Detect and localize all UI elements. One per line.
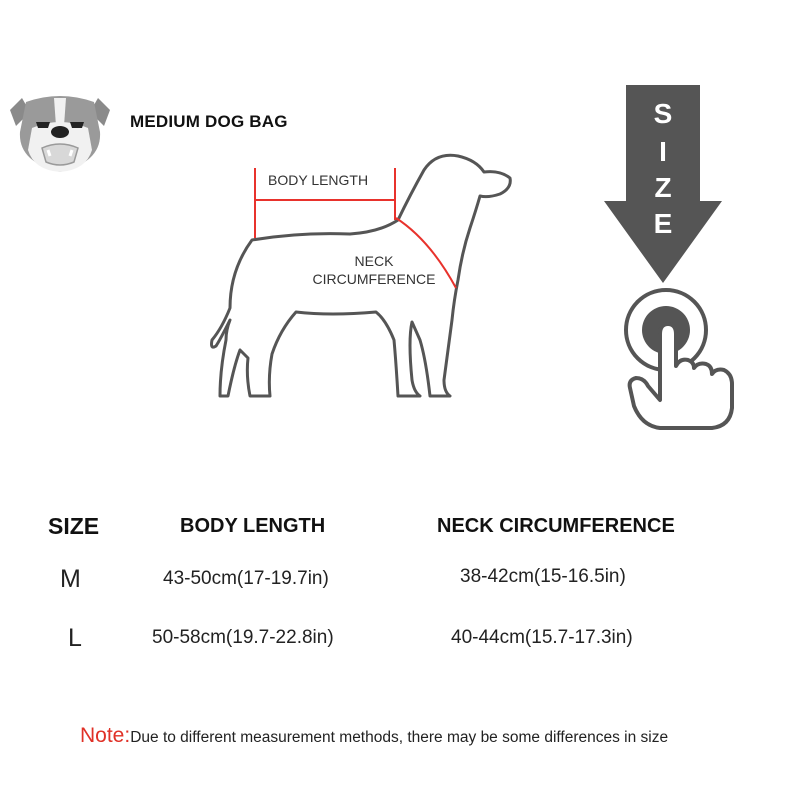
size-cell-l: L xyxy=(68,624,82,652)
neck-cell-m: 38-42cm(15-16.5in) xyxy=(460,566,626,587)
size-letter-e: E xyxy=(653,208,673,239)
tap-finger-icon xyxy=(620,288,736,430)
size-cell-m: M xyxy=(60,565,81,593)
body-length-label: BODY LENGTH xyxy=(268,172,369,188)
size-note xyxy=(80,724,668,748)
note-text: Due to different measurement methods, there may be some differences in size xyxy=(130,729,669,746)
bulldog-face-icon xyxy=(8,92,112,174)
table-header-size: SIZE xyxy=(48,513,100,539)
table-header-body-length: BODY LENGTH xyxy=(180,515,326,537)
table-header-neck: NECK CIRCUMFERENCE xyxy=(437,515,675,537)
note-label: Note: xyxy=(80,724,131,747)
size-letter-z: Z xyxy=(654,172,672,203)
size-letter-s: S xyxy=(653,98,673,129)
product-title: MEDIUM DOG BAG xyxy=(130,112,288,131)
neck-circumference-label: NECK CIRCUMFERENCE xyxy=(312,253,436,287)
size-letter-i: I xyxy=(659,136,667,167)
body-length-cell-m: 43-50cm(17-19.7in) xyxy=(163,568,329,589)
neck-cell-l: 40-44cm(15.7-17.3in) xyxy=(451,627,633,648)
body-length-cell-l: 50-58cm(19.7-22.8in) xyxy=(152,627,334,648)
